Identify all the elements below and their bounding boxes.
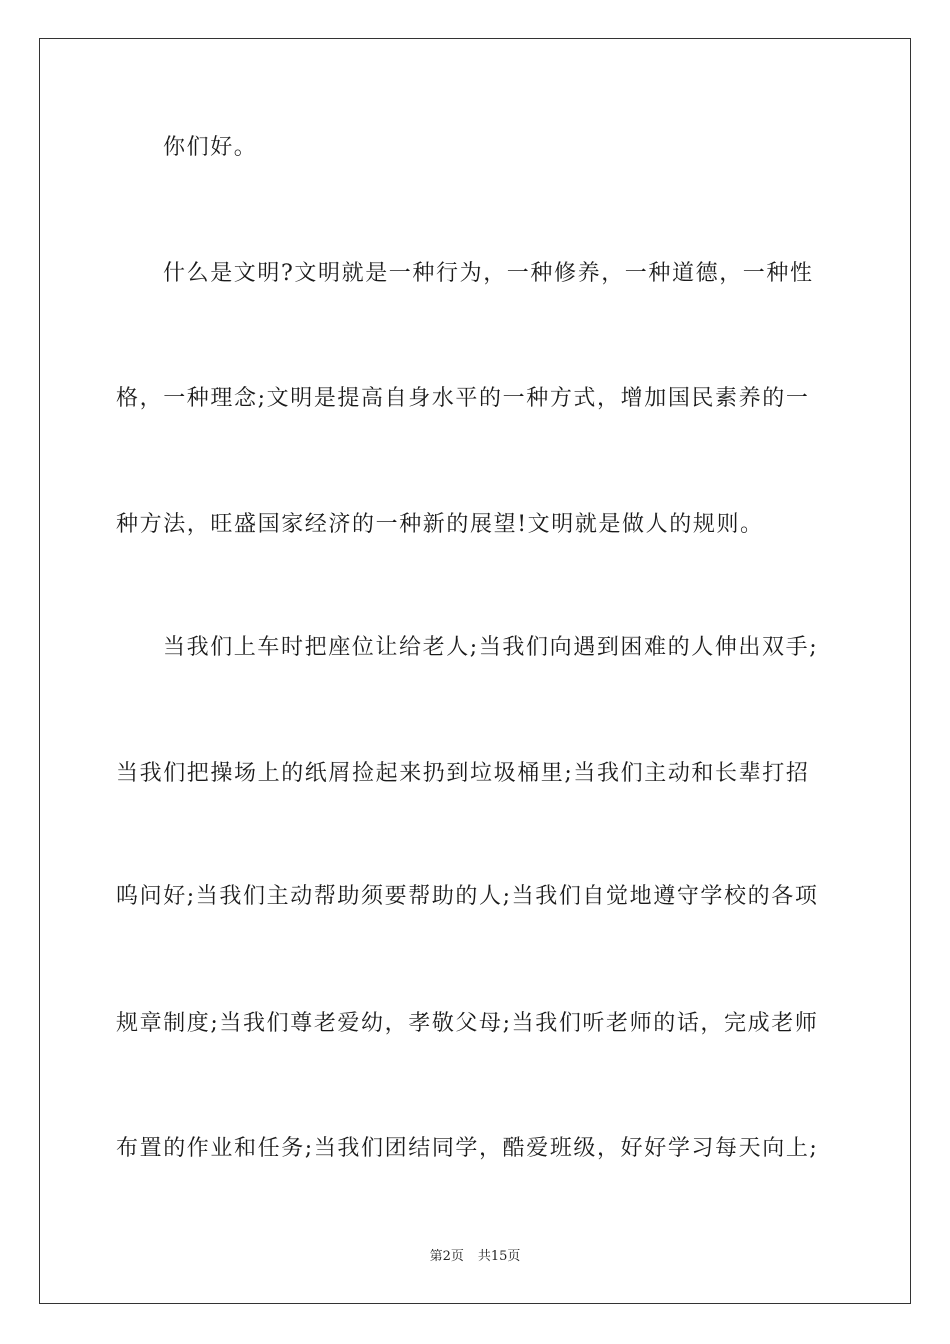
text-line-4: 种方法，旺盛国家经济的一种新的展望!文明就是做人的规则。 [116,512,764,537]
page-total: 共15页 [477,1249,521,1264]
text-line-8: 规章制度;当我们尊老爱幼，孝敬父母;当我们听老师的话，完成老师 [116,1011,819,1036]
text-line-9: 布置的作业和任务;当我们团结同学，酷爱班级，好好学习每天向上; [116,1136,819,1161]
page-number: 第2页 [429,1249,464,1264]
text-line-5: 当我们上车时把座位让给老人;当我们向遇到困难的人伸出双手; [163,635,819,660]
page-border [39,38,911,1304]
text-line-7: 呜问好;当我们主动帮助须要帮助的人;当我们自觉地遵守学校的各项 [116,884,819,909]
text-line-2: 什么是文明?文明就是一种行为，一种修养，一种道德，一种性 [163,261,814,286]
text-line-3: 格，一种理念;文明是提高自身水平的一种方式，增加国民素养的一 [116,386,810,411]
page-footer [0,1248,950,1266]
text-line-1: 你们好。 [163,135,258,160]
text-line-6: 当我们把操场上的纸屑捡起来扔到垃圾桶里;当我们主动和长辈打招 [116,761,810,786]
